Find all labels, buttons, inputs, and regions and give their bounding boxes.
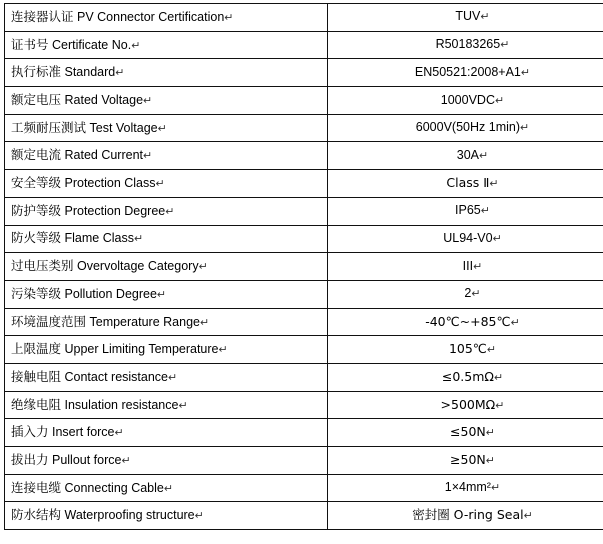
value-text: EN50521:2008+A1 <box>415 65 521 79</box>
row-label-cell <box>5 59 328 87</box>
paragraph-mark-icon: ↵ <box>495 95 504 107</box>
paragraph-mark-icon: ↵ <box>495 400 504 412</box>
table-row <box>5 253 603 281</box>
paragraph-mark-icon: ↵ <box>487 344 496 356</box>
row-label-cell <box>5 502 328 530</box>
paragraph-mark-icon: ↵ <box>200 317 209 329</box>
value-text: 30A <box>457 148 479 162</box>
value-text: 2 <box>464 286 471 300</box>
table-row <box>5 87 603 115</box>
table-row <box>5 114 603 142</box>
row-label-cell <box>5 363 328 391</box>
value-text: 105℃ <box>449 341 487 356</box>
label-chinese: 防水结构 <box>11 507 61 522</box>
value-text: UL94-V0 <box>443 231 492 245</box>
label-english: Pollution Degree <box>61 287 157 301</box>
row-value-cell <box>328 280 603 308</box>
paragraph-mark-icon: ↵ <box>195 510 204 522</box>
table-row <box>5 59 603 87</box>
row-value-cell <box>328 447 603 475</box>
value-text: R50183265 <box>436 37 501 51</box>
paragraph-mark-icon: ↵ <box>493 233 502 245</box>
label-chinese: 绝缘电阻 <box>11 397 61 412</box>
row-label-cell <box>5 308 328 336</box>
table-row <box>5 474 603 502</box>
label-chinese: 插入力 <box>11 424 49 439</box>
paragraph-mark-icon: ↵ <box>143 150 152 162</box>
row-value-cell <box>328 142 603 170</box>
table-row <box>5 502 603 530</box>
label-chinese: 证书号 <box>11 37 49 52</box>
paragraph-mark-icon: ↵ <box>131 40 140 52</box>
row-label-cell <box>5 170 328 198</box>
value-text: 密封圈 O-ring Seal <box>412 507 523 522</box>
paragraph-mark-icon: ↵ <box>219 344 228 356</box>
row-label-cell <box>5 114 328 142</box>
paragraph-mark-icon: ↵ <box>158 123 167 135</box>
row-value-cell <box>328 170 603 198</box>
row-label-cell <box>5 447 328 475</box>
label-english: Flame Class <box>61 231 134 245</box>
row-value-cell <box>328 225 603 253</box>
row-value-cell <box>328 363 603 391</box>
label-english: Pullout force <box>49 453 122 467</box>
paragraph-mark-icon: ↵ <box>178 400 187 412</box>
value-text: IP65 <box>455 203 481 217</box>
label-chinese: 拔出力 <box>11 452 49 467</box>
table-row <box>5 280 603 308</box>
label-english: Waterproofing structure <box>61 508 195 522</box>
paragraph-mark-icon: ↵ <box>115 427 124 439</box>
paragraph-mark-icon: ↵ <box>479 150 488 162</box>
paragraph-mark-icon: ↵ <box>486 455 495 467</box>
table-body <box>5 4 603 530</box>
value-text: III <box>463 259 473 273</box>
row-value-cell <box>328 4 603 32</box>
label-chinese: 接触电阻 <box>11 369 61 384</box>
row-value-cell <box>328 391 603 419</box>
paragraph-mark-icon: ↵ <box>157 289 166 301</box>
row-label-cell <box>5 336 328 364</box>
specification-table <box>4 3 603 530</box>
paragraph-mark-icon: ↵ <box>115 67 124 79</box>
table-row <box>5 225 603 253</box>
label-chinese: 污染等级 <box>11 286 61 301</box>
label-english: Connecting Cable <box>61 481 164 495</box>
label-chinese: 安全等级 <box>11 175 61 190</box>
paragraph-mark-icon: ↵ <box>500 39 509 51</box>
table-row <box>5 391 603 419</box>
paragraph-mark-icon: ↵ <box>168 372 177 384</box>
table-row <box>5 170 603 198</box>
paragraph-mark-icon: ↵ <box>156 178 165 190</box>
row-label-cell <box>5 4 328 32</box>
label-chinese: 过电压类别 <box>11 258 74 273</box>
table-row <box>5 31 603 59</box>
table-row <box>5 336 603 364</box>
paragraph-mark-icon: ↵ <box>520 122 529 134</box>
paragraph-mark-icon: ↵ <box>491 482 500 494</box>
label-chinese: 额定电压 <box>11 92 61 107</box>
table-row <box>5 447 603 475</box>
row-value-cell <box>328 308 603 336</box>
row-label-cell <box>5 391 328 419</box>
paragraph-mark-icon: ↵ <box>164 483 173 495</box>
spec-sheet <box>0 3 603 544</box>
row-label-cell <box>5 225 328 253</box>
row-value-cell <box>328 253 603 281</box>
label-chinese: 连接电缆 <box>11 480 61 495</box>
label-chinese: 额定电流 <box>11 147 61 162</box>
label-chinese: 上限温度 <box>11 341 61 356</box>
value-text: TUV <box>455 9 480 23</box>
paragraph-mark-icon: ↵ <box>143 95 152 107</box>
row-label-cell <box>5 197 328 225</box>
label-english: Rated Voltage <box>61 93 143 107</box>
paragraph-mark-icon: ↵ <box>511 317 520 329</box>
label-english: Overvoltage Category <box>74 259 199 273</box>
row-value-cell <box>328 474 603 502</box>
row-label-cell <box>5 31 328 59</box>
paragraph-mark-icon: ↵ <box>481 205 490 217</box>
label-english: Test Voltage <box>86 121 158 135</box>
table-row <box>5 419 603 447</box>
paragraph-mark-icon: ↵ <box>471 288 480 300</box>
label-english: Insulation resistance <box>61 398 178 412</box>
row-label-cell <box>5 419 328 447</box>
value-text: >500MΩ <box>441 397 496 412</box>
table-row <box>5 197 603 225</box>
paragraph-mark-icon: ↵ <box>199 261 208 273</box>
table-row <box>5 363 603 391</box>
value-text: 1×4mm² <box>445 480 491 494</box>
label-english: Protection Degree <box>61 204 165 218</box>
paragraph-mark-icon: ↵ <box>165 206 174 218</box>
row-label-cell <box>5 474 328 502</box>
label-english: Rated Current <box>61 148 143 162</box>
row-label-cell <box>5 87 328 115</box>
label-chinese: 防火等级 <box>11 230 61 245</box>
paragraph-mark-icon: ↵ <box>480 11 489 23</box>
paragraph-mark-icon: ↵ <box>486 427 495 439</box>
value-text: 1000VDC <box>441 93 495 107</box>
value-text: -40℃~+85℃ <box>425 314 510 329</box>
value-text: Class Ⅱ <box>446 175 489 190</box>
paragraph-mark-icon: ↵ <box>494 372 503 384</box>
paragraph-mark-icon: ↵ <box>121 455 130 467</box>
row-label-cell <box>5 280 328 308</box>
row-value-cell <box>328 31 603 59</box>
paragraph-mark-icon: ↵ <box>524 510 533 522</box>
value-text: 6000V(50Hz 1min) <box>416 120 520 134</box>
row-value-cell <box>328 419 603 447</box>
label-english: Standard <box>61 65 115 79</box>
row-label-cell <box>5 142 328 170</box>
table-row <box>5 142 603 170</box>
label-chinese: 防护等级 <box>11 203 61 218</box>
paragraph-mark-icon: ↵ <box>224 12 233 24</box>
paragraph-mark-icon: ↵ <box>473 261 482 273</box>
label-english: Contact resistance <box>61 370 168 384</box>
row-value-cell <box>328 114 603 142</box>
label-english: Upper Limiting Temperature <box>61 342 218 356</box>
label-english: Insert force <box>49 425 115 439</box>
label-chinese: 执行标准 <box>11 64 61 79</box>
row-value-cell <box>328 59 603 87</box>
row-value-cell <box>328 336 603 364</box>
paragraph-mark-icon: ↵ <box>134 233 143 245</box>
table-row <box>5 308 603 336</box>
row-value-cell <box>328 502 603 530</box>
paragraph-mark-icon: ↵ <box>489 178 498 190</box>
paragraph-mark-icon: ↵ <box>521 67 530 79</box>
label-english: Protection Class <box>61 176 155 190</box>
value-text: ≤0.5mΩ <box>442 369 494 384</box>
row-value-cell <box>328 87 603 115</box>
table-row <box>5 4 603 32</box>
label-chinese: 工频耐压测试 <box>11 120 86 135</box>
label-chinese: 连接器认证 <box>11 9 74 24</box>
row-label-cell <box>5 253 328 281</box>
label-english: Temperature Range <box>86 315 200 329</box>
row-value-cell <box>328 197 603 225</box>
label-english: Certificate No. <box>49 38 132 52</box>
label-chinese: 环境温度范围 <box>11 314 86 329</box>
value-text: ≤50N <box>450 424 486 439</box>
label-english: PV Connector Certification <box>74 10 225 24</box>
value-text: ≥50N <box>450 452 486 467</box>
